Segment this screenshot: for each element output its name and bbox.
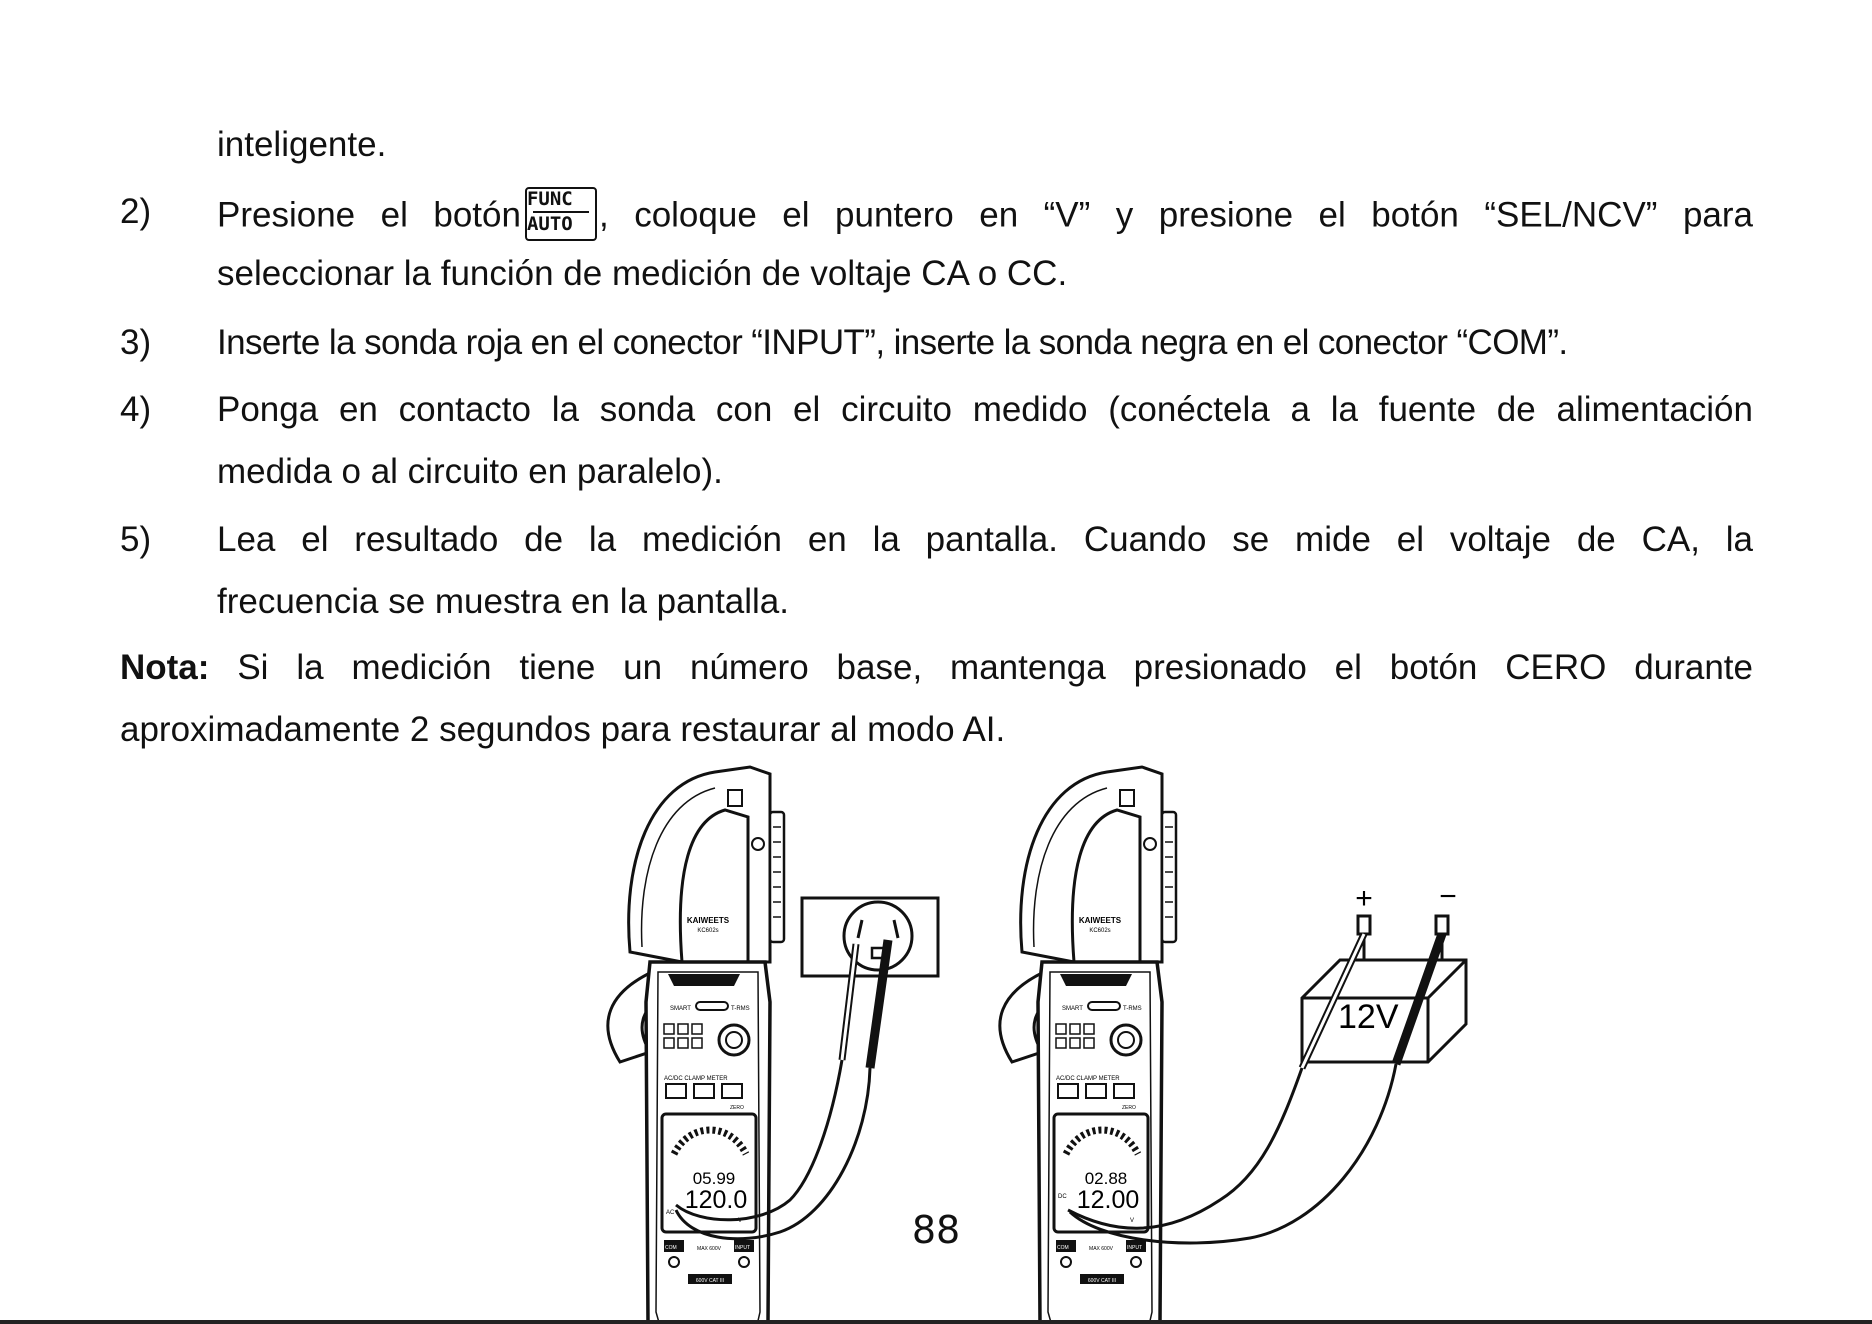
item-number-5: 5) xyxy=(120,520,152,559)
meter-1-cat: 600V CAT III xyxy=(695,1278,725,1284)
meter-2-cat: 600V CAT III xyxy=(1087,1278,1117,1284)
note-text: Si la medición tiene un número base, mantenga presionado el botón CERO durante xyxy=(209,648,1753,687)
func-key-top: FUNC xyxy=(526,188,573,210)
item-number-4: 4) xyxy=(120,390,152,429)
item-3-line-1: Inserte la sonda roja en el conector “INPUT”, inserte la sonda negra en el conector “COM”. xyxy=(217,323,1568,362)
meter-1-zero: ZERO xyxy=(730,1105,744,1111)
bottom-rule xyxy=(0,1320,1872,1324)
item-2-line-2: seleccionar la función de medición de voltaje CA o CC. xyxy=(217,254,1068,293)
wall-outlet xyxy=(802,898,938,976)
meter-2-smart: SMART xyxy=(1062,1006,1083,1012)
battery-plus-label: + xyxy=(1355,882,1373,915)
item-2-text-post: , coloque el puntero en “V” y presione el botón “SEL/NCV” para xyxy=(598,195,1754,235)
meter-2-brand: KAIWEETS xyxy=(1078,916,1122,925)
meter-1-sub-reading: 120.0 xyxy=(684,1186,748,1214)
page-number: 88 xyxy=(911,1208,961,1252)
meter-1-input: INPUT xyxy=(735,1245,750,1251)
continued-line: inteligente. xyxy=(217,125,387,164)
meter-2-unit: V xyxy=(1130,1218,1135,1224)
item-2-text-pre: Presione el botón xyxy=(217,195,521,235)
meter-1-brand: KAIWEETS xyxy=(686,916,730,925)
meter-2-input: INPUT xyxy=(1127,1245,1142,1251)
meter-2-max: MAX 600V xyxy=(1089,1246,1113,1252)
item-number-3: 3) xyxy=(120,323,152,362)
meter-1-smart: SMART xyxy=(670,1006,691,1012)
meter-1-com: COM xyxy=(665,1245,677,1251)
meter-2-model: KC602s xyxy=(1089,928,1111,934)
meter-1-unit: V xyxy=(738,1218,743,1224)
battery-minus-label: − xyxy=(1439,880,1457,913)
meter-2-mode: DC xyxy=(1058,1194,1067,1200)
meter-1-model: KC602s xyxy=(697,928,719,934)
meter-2-type: AC/DC CLAMP METER xyxy=(1056,1076,1120,1082)
note-line-2: aproximadamente 2 segundos para restaurar al modo AI. xyxy=(120,710,1006,749)
item-5-line-1: Lea el resultado de la medición en la pantalla. Cuando se mide el voltaje de CA, la xyxy=(217,520,1753,559)
func-key-bottom: AUTO xyxy=(526,213,573,235)
meter-1-type: AC/DC CLAMP METER xyxy=(664,1076,728,1082)
item-5-line-2: frecuencia se muestra en la pantalla. xyxy=(217,582,789,621)
meter-2-main-reading: 02.88 xyxy=(1084,1169,1128,1188)
meter-1-mode: AC xyxy=(666,1210,675,1216)
item-4-line-2: medida o al circuito en paralelo). xyxy=(217,452,723,491)
meter-2-com: COM xyxy=(1057,1245,1069,1251)
clamp-meter-1 xyxy=(608,767,784,1324)
note-label: Nota: xyxy=(120,648,210,687)
meter-1-max: MAX 600V xyxy=(697,1246,721,1252)
meter-1-trms: T-RMS xyxy=(731,1006,750,1012)
item-number-2: 2) xyxy=(120,192,152,231)
meter-2-sub-reading: 12.00 xyxy=(1076,1186,1140,1214)
meter-2-zero: ZERO xyxy=(1122,1105,1136,1111)
meter-1-main-reading: 05.99 xyxy=(692,1169,736,1188)
battery-voltage-label: 12V xyxy=(1338,998,1399,1036)
meter-2-trms: T-RMS xyxy=(1123,1006,1142,1012)
item-4-line-1: Ponga en contacto la sonda con el circuito medido (conéctela a la fuente de alimentación xyxy=(217,390,1753,429)
